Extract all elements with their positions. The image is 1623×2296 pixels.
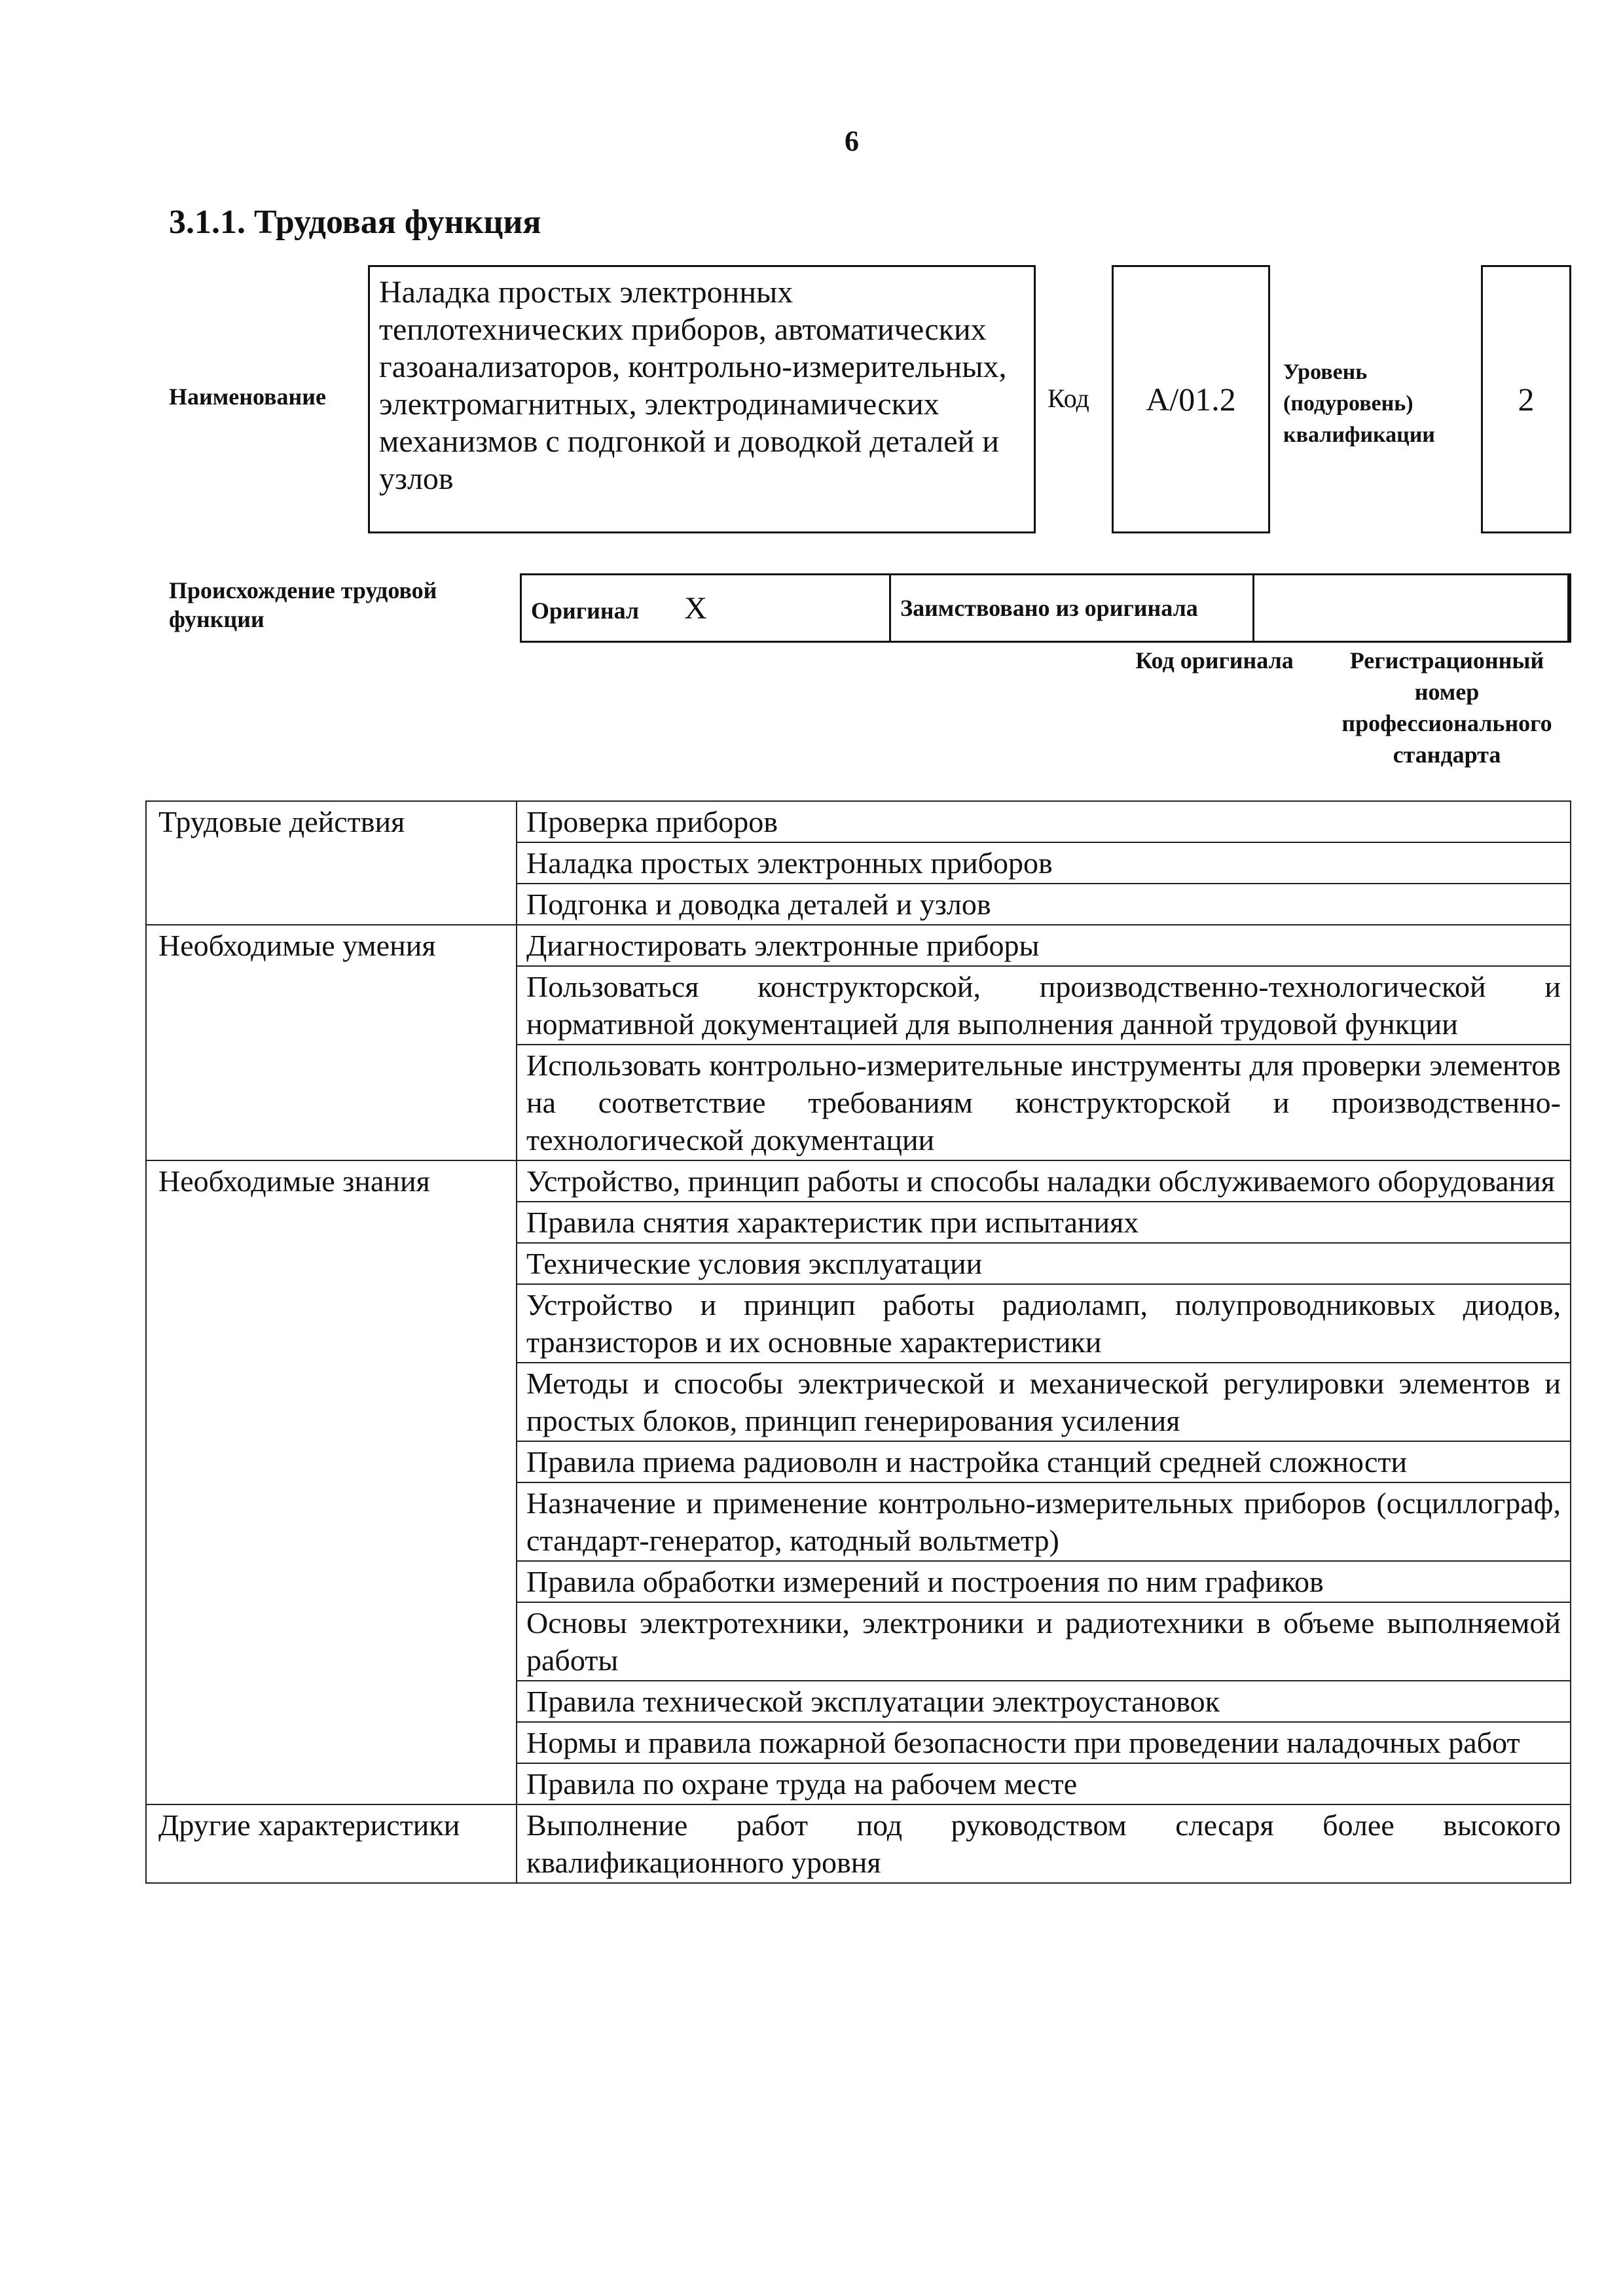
section-title: 3.1.1. Трудовая функция [169, 204, 541, 241]
knowledge-item: Технические условия эксплуатации [517, 1243, 1571, 1284]
actions-item: Наладка простых электронных приборов [517, 842, 1571, 884]
function-details-body [146, 801, 1571, 1883]
knowledge-item: Основы электротехники, электроники и радиотехники в объеме выполняемой работы [517, 1602, 1571, 1681]
skills-item: Пользоваться конструкторской, производственно-технологической и нормативной документацией для выполнения данной трудовой функции [517, 966, 1571, 1045]
level-label: Уровень (подуровень) квалификации [1283, 360, 1435, 447]
origin-reg-cell [1568, 575, 1570, 642]
origin-original-mark: X [684, 590, 707, 626]
other-item: Выполнение работ под руководством слесаря более высокого квалификационного уровня [517, 1804, 1571, 1883]
code-value: A/01.2 [1146, 381, 1236, 418]
function-details-table [145, 800, 1571, 1884]
table-row [146, 1804, 1571, 1883]
knowledge-item: Устройство, принцип работы и способы наладки обслуживаемого оборудования [517, 1160, 1571, 1202]
origin-label: Происхождение трудовой функции [169, 577, 437, 632]
category-other: Другие характеристики [146, 1804, 517, 1883]
knowledge-item: Назначение и применение контрольно-измерительных приборов (осциллограф, стандарт-генератор, катодный вольтметр) [517, 1482, 1571, 1561]
level-box [1481, 265, 1571, 533]
page-number: 6 [845, 125, 859, 157]
origin-borrowed-cell: Заимствовано из оригинала [890, 575, 1254, 642]
actions-item: Подгонка и доводка деталей и узлов [517, 884, 1571, 925]
origin-code-caption: Код оригинала [1135, 647, 1294, 673]
origin-code-cell [1253, 575, 1568, 642]
origin-table [520, 573, 1571, 643]
knowledge-item: Правила по охране труда на рабочем месте [517, 1763, 1571, 1804]
origin-original-label: Оригинал [531, 597, 640, 624]
knowledge-item: Нормы и правила пожарной безопасности при проведении наладочных работ [517, 1722, 1571, 1763]
knowledge-item: Правила приема радиоволн и настройка станций средней сложности [517, 1441, 1571, 1482]
skills-item: Диагностировать электронные приборы [517, 925, 1571, 966]
function-name-box [368, 265, 1036, 533]
knowledge-item: Устройство и принцип работы радиоламп, полупроводниковых диодов, транзисторов и их основные характеристики [517, 1284, 1571, 1363]
skills-item: Использовать контрольно-измерительные инструменты для проверки элементов на соответствие требованиям конструкторской и производственно-технологической документации [517, 1045, 1571, 1160]
code-label: Код [1048, 384, 1089, 413]
name-label: Наименование [169, 384, 326, 410]
category-skills: Необходимые умения [146, 925, 517, 1160]
level-value: 2 [1518, 381, 1535, 418]
function-name-text: Наладка простых электронных теплотехнических приборов, автоматических газоанализаторов, контрольно-измерительных, электромагнитных, электродинамических механизмов с подгонкой и доводкой деталей и узлов [379, 275, 1007, 496]
table-row [146, 925, 1571, 966]
code-box [1112, 265, 1270, 533]
table-row [146, 1160, 1571, 1202]
origin-reg-caption: Регистрационный номер профессионального стандарта [1341, 647, 1552, 768]
table-row [146, 801, 1571, 842]
knowledge-item: Правила технической эксплуатации электроустановок [517, 1681, 1571, 1722]
origin-original-cell [521, 575, 890, 642]
knowledge-item: Методы и способы электрической и механической регулировки элементов и простых блоков, принцип генерирования усиления [517, 1363, 1571, 1441]
knowledge-item: Правила снятия характеристик при испытаниях [517, 1202, 1571, 1243]
category-knowledge: Необходимые знания [146, 1160, 517, 1804]
category-actions: Трудовые действия [146, 801, 517, 925]
actions-item: Проверка приборов [517, 801, 1571, 842]
knowledge-item: Правила обработки измерений и построения по ним графиков [517, 1561, 1571, 1602]
